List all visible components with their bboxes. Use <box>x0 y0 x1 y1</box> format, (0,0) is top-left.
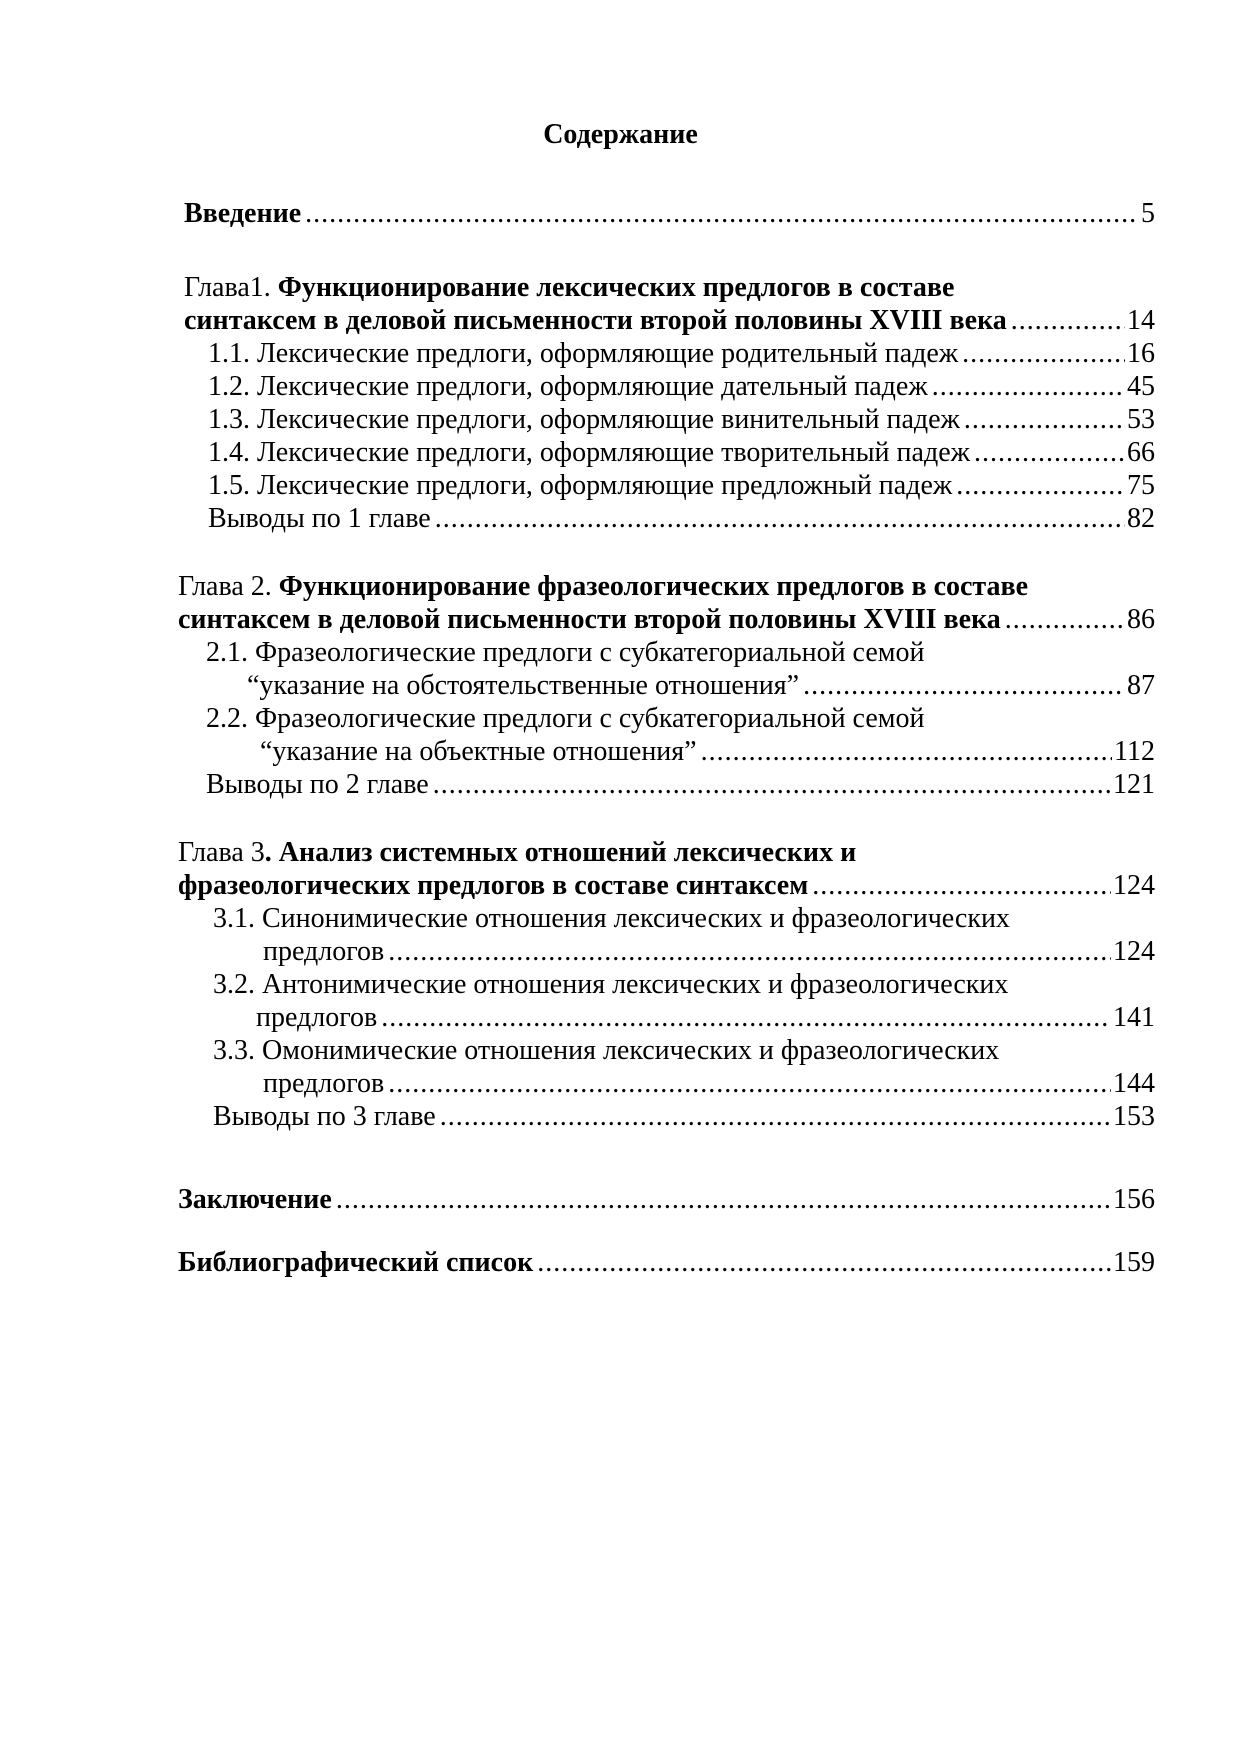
section-1-4-page: 66 <box>1127 437 1155 468</box>
chapter3-prefix: Глава 3 <box>178 837 265 868</box>
chapter2-title-line1: Функционирование фразеологических предлогов в составе <box>278 571 1029 602</box>
toc-entry-3-2-line1[interactable] <box>213 968 1008 1002</box>
toc-leader-dots <box>440 1100 1111 1134</box>
page-title: Содержание <box>543 119 698 150</box>
conclusion-label: Заключение <box>178 1184 332 1215</box>
section-1-5-page: 75 <box>1127 470 1155 501</box>
toc-entry-3-3-line1[interactable] <box>213 1034 999 1068</box>
toc-chapter2-title-line1[interactable] <box>178 570 1028 604</box>
section-2-2-label-line1: 2.2. Фразеологические предлоги с субкатегориальной семой <box>206 703 925 734</box>
chapter3-title-line1: . Анализ системных отношений лексических и <box>264 837 857 868</box>
section-1-2-label: 1.2. Лексические предлоги, оформляющие дательный падеж <box>208 371 928 402</box>
toc-entry-2-2[interactable] <box>260 735 1155 769</box>
toc-entry-3-1[interactable] <box>263 935 1155 969</box>
toc-leader-dots <box>701 735 1112 769</box>
toc-entry-ch3-summary[interactable] <box>213 1100 1155 1134</box>
toc-entry-2-2-line1[interactable] <box>206 702 924 736</box>
section-3-3-page: 144 <box>1113 1068 1155 1099</box>
section-1-1-label: 1.1. Лексические предлоги, оформляющие родительный падеж <box>208 338 959 369</box>
toc-leader-dots <box>962 337 1125 371</box>
toc-leader-dots <box>1011 304 1125 338</box>
toc-intro-page: 5 <box>1141 198 1155 229</box>
section-3-3-label-line2: предлогов <box>263 1068 385 1099</box>
toc-intro-label: Введение <box>184 198 302 229</box>
section-1-4-label: 1.4. Лексические предлоги, оформляющие творительный падеж <box>208 437 970 468</box>
chapter3-summary-label: Выводы по 3 главе <box>213 1101 436 1132</box>
toc-chapter3-title-line1[interactable] <box>178 836 856 870</box>
bibliography-label: Библиографический список <box>178 1247 534 1278</box>
chapter2-page: 86 <box>1127 604 1155 635</box>
toc-entry-1-4[interactable] <box>208 436 1155 470</box>
toc-leader-dots <box>433 768 1111 802</box>
chapter3-page: 124 <box>1113 870 1155 901</box>
section-1-5-label: 1.5. Лексические предлоги, оформляющие предложный падеж <box>208 470 953 501</box>
chapter3-summary-page: 153 <box>1113 1101 1155 1132</box>
section-2-1-label-line1: 2.1. Фразеологические предлоги с субкатегориальной семой <box>206 637 925 668</box>
toc-leader-dots <box>812 869 1111 903</box>
section-2-1-page: 87 <box>1127 670 1155 701</box>
toc-entry-3-3[interactable] <box>263 1067 1155 1101</box>
toc-leader-dots <box>435 502 1125 536</box>
toc-leader-dots <box>1005 603 1125 637</box>
toc-entry-ch2-summary[interactable] <box>206 768 1155 802</box>
toc-entry-conclusion[interactable] <box>178 1183 1155 1217</box>
conclusion-page: 156 <box>1113 1184 1155 1215</box>
section-3-1-label-line2: предлогов <box>263 936 385 967</box>
section-1-3-label: 1.3. Лексические предлоги, оформляющие винительный падеж <box>208 404 960 435</box>
section-1-3-page: 53 <box>1127 404 1155 435</box>
section-3-2-page: 141 <box>1113 1002 1155 1033</box>
section-2-2-label-line2: “указание на объектные отношения” <box>260 736 697 767</box>
toc-entry-intro[interactable] <box>184 197 1155 231</box>
toc-leader-dots <box>336 1183 1111 1217</box>
chapter1-title-line1: Функционирование лексических предлогов в составе <box>277 272 955 303</box>
toc-leader-dots <box>974 436 1125 470</box>
toc-entry-1-5[interactable] <box>208 469 1155 503</box>
toc-leader-dots <box>388 935 1111 969</box>
chapter2-title-line2: синтаксем в деловой письменности второй половины XVIII века <box>178 604 1001 635</box>
chapter2-prefix: Глава 2. <box>178 571 279 602</box>
section-3-2-label-line2: предлогов <box>256 1002 378 1033</box>
toc-entry-chapter2[interactable] <box>178 603 1155 637</box>
toc-leader-dots <box>388 1067 1111 1101</box>
section-3-3-label-line1: 3.3. Омонимические отношения лексических и фразеологических <box>213 1035 1000 1066</box>
toc-entry-bibliography[interactable] <box>178 1246 1155 1280</box>
chapter2-summary-label: Выводы по 2 главе <box>206 769 429 800</box>
toc-entry-chapter1[interactable] <box>184 304 1155 338</box>
toc-entry-2-1[interactable] <box>247 669 1155 703</box>
toc-chapter1-title-line1[interactable] <box>184 271 954 305</box>
section-2-2-page: 112 <box>1114 736 1155 767</box>
section-3-1-page: 124 <box>1113 936 1155 967</box>
toc-entry-3-1-line1[interactable] <box>213 902 1010 936</box>
toc-entry-chapter3[interactable] <box>178 869 1155 903</box>
toc-entry-1-1[interactable] <box>208 337 1155 371</box>
toc-leader-dots <box>381 1001 1111 1035</box>
chapter2-summary-page: 121 <box>1113 769 1155 800</box>
chapter1-prefix: Глава1. <box>184 272 278 303</box>
chapter1-summary-page: 82 <box>1127 503 1155 534</box>
bibliography-page: 159 <box>1113 1247 1155 1278</box>
toc-entry-3-2[interactable] <box>256 1001 1155 1035</box>
toc-entry-2-1-line1[interactable] <box>206 636 924 670</box>
chapter1-title-line2: синтаксем в деловой письменности второй половины XVIII века <box>184 305 1007 336</box>
chapter1-page: 14 <box>1127 305 1155 336</box>
toc-leader-dots <box>803 669 1125 703</box>
toc-leader-dots <box>537 1246 1111 1280</box>
toc-entry-1-3[interactable] <box>208 403 1155 437</box>
toc-leader-dots <box>932 370 1125 404</box>
toc-leader-dots <box>305 197 1139 231</box>
chapter3-title-line2: фразеологических предлогов в составе синтаксем <box>178 870 809 901</box>
toc-entry-1-2[interactable] <box>208 370 1155 404</box>
chapter1-summary-label: Выводы по 1 главе <box>208 503 431 534</box>
section-1-1-page: 16 <box>1127 338 1155 369</box>
toc-entry-ch1-summary[interactable] <box>208 502 1155 536</box>
section-3-2-label-line1: 3.2. Антонимические отношения лексических и фразеологических <box>213 969 1009 1000</box>
section-2-1-label-line2: “указание на обстоятельственные отношения” <box>247 670 800 701</box>
section-3-1-label-line1: 3.1. Синонимические отношения лексических и фразеологических <box>213 903 1010 934</box>
toc-leader-dots <box>956 469 1125 503</box>
toc-leader-dots <box>964 403 1125 437</box>
section-1-2-page: 45 <box>1127 371 1155 402</box>
